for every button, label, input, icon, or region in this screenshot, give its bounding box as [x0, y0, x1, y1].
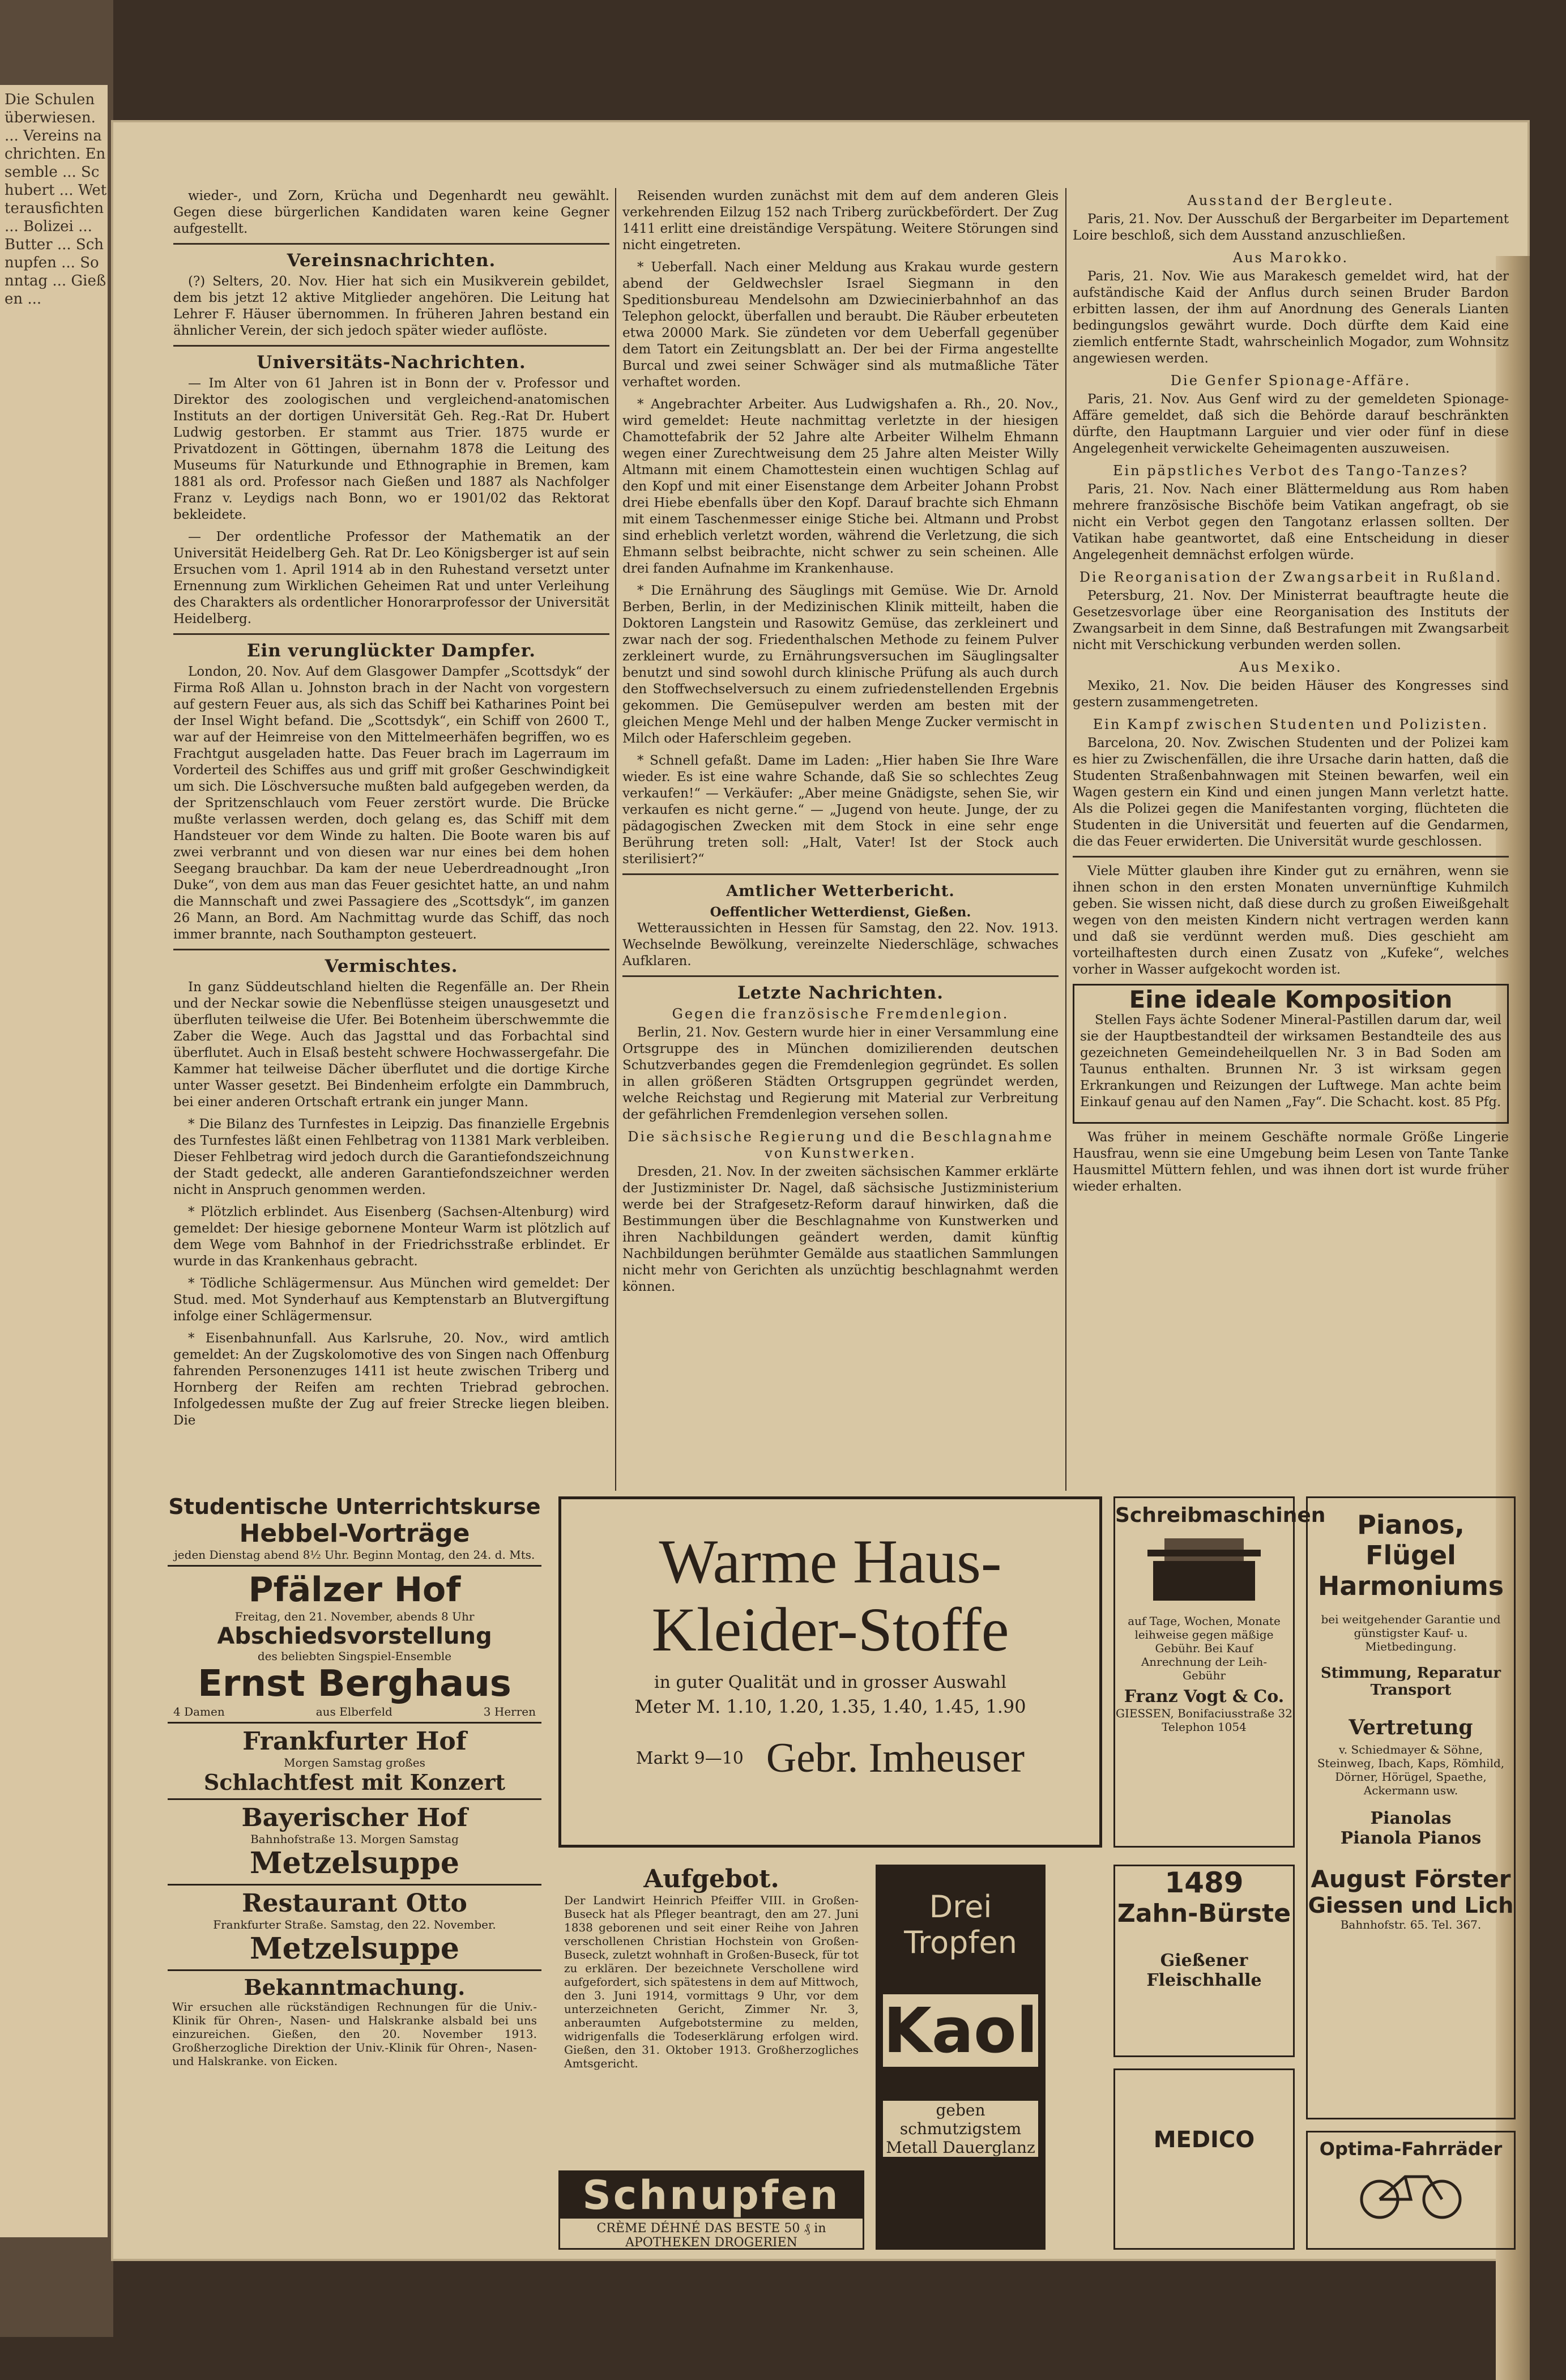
ad-text: aus Elberfeld	[315, 1705, 392, 1718]
advertisements	[168, 1491, 1516, 2250]
ad-title: 1489	[1164, 1866, 1244, 1899]
kaol-ad	[876, 1865, 1046, 2250]
article-text: Paris, 21. Nov. Aus Genf wird zu der gemeldeten Spionage-Affäre gemeldet, daß sich die Behörde darauf beschränkten dürfte, den Hauptmann Larguier und vier oder fünf in diese Angelegenheit verwickelte Geheimagenten auszuweisen.	[1073, 392, 1509, 456]
article-text: — Im Alter von 61 Jahren ist in Bonn der v. Professor und Direktor des zoologischen und vergleichend-anatomischen Instituts an der dortigen Universität Geh. Reg.-Rat Dr. Hubert Ludwig gestorben. Er stammt aus Trier. 1875 wurde er Privatdozent in Göttingen, übernahm 1878 die Leitung des Museums für Naturkunde und Ethnographie in Bremen, kam 1881 als ord. Professor nach Gießen und 1887 als Nachfolger Franz v. Leydigs nach Bonn, wo er 1901/02 das Rektorat bekleidete.	[173, 376, 609, 522]
weather-text: Wetteraussichten in Hessen für Samstag, den 22. Nov. 1913. Wechselnde Bewölkung, vereinzelte Niederschläge, schwaches Aufklaren.	[622, 921, 1059, 969]
ad-title: Tropfen	[904, 1925, 1017, 1960]
ad-title: Optima-Fahrräder	[1319, 2138, 1503, 2160]
ad-title: August Förster	[1311, 1865, 1511, 1893]
ad-title: Drei	[929, 1889, 992, 1925]
article-text: * Ueberfall. Nach einer Meldung aus Krakau wurde gestern abend der Geldwechsler Israel Siegmann in den Speditionsbureau Mendelsohn am Dzwiecinierbahnhof an das Telephon gelockt, überfallen und beraubt. Die Räuber erbeuteten etwa 20000 Mark. Sie zündeten vor dem Ueberfall gegenüber dem Tatort ein Zeitungsblatt an. Der bei der Firma angestellte Burcal und zwei seiner Schwäger sind als mutmaßliche Täter verhaftet worden.	[622, 260, 1059, 390]
section-subheading: Aus Marokko.	[1232, 250, 1349, 266]
ad-title: Bayerischer Hof	[241, 1803, 468, 1832]
ad-title: Gebr. Imheuser	[766, 1735, 1025, 1781]
section-subheading: Aus Mexiko.	[1239, 659, 1342, 675]
ad-text: Stellen Fays ächte Sodener Mineral-Pastillen darum dar, weil sie der Hauptbestandteil der wirksamen Bestandteile des aus gezeichneten Gemeindeheilquellen Nr. 3 in Bad Soden am Taunus enthalten. Brunnen Nr. 3 ist wirksam gegen Erkrankungen und Reizungen der Luftwege. Man achte beim Einkauf genau auf den Namen „Fay“. Die Schacht. kost. 85 Pfg.	[1080, 1013, 1501, 1110]
article-text: * Die Ernährung des Säuglings mit Gemüse. Wie Dr. Arnold Berben, Berlin, in der Medizinischen Klinik mitteilt, haben die Doktoren Langstein und Rasowitz Gemüse, das zerkleinert und zwar nach der sog. Friedenthalschen Methode zu feinem Pulver zerkleinert wurde, zu Ernährungsversuchen im Säuglingsalter benutzt und sind sowohl durch klinische Prüfung als auch durch den Stoffwechselversuch zu einem zufriedenstellenden Ergebnis gekommen. Die Gemüsepulver werden am besten mit der gleichen Menge Mehl und der halben Menge Zucker vermischt in Milch oder Haferschleim gegeben.	[622, 583, 1059, 746]
section-subheading: Ein päpstliches Verbot des Tango-Tanzes?	[1113, 463, 1469, 479]
section-heading: Amtlicher Wetterbericht.	[726, 882, 955, 900]
ad-title: Transport	[1370, 1682, 1452, 1699]
article-text: Mexiko, 21. Nov. Die beiden Häuser des Kongresses sind gestern zusammengetreten.	[1073, 679, 1509, 710]
article-text: London, 20. Nov. Auf dem Glasgower Dampfer „Scottsdyk“ der Firma Roß Allan u. Johnston brach in der Nacht von vorgestern auf gestern Feuer aus, als sich das Schiff bei Katharines Point bei der Insel Wight befand. Die „Scottsdyk“, ein Schiff von 2600 T., war auf der Heimreise von den Mittelmeerhäfen begriffen, wo es Frachtgut ausgeladen hatte. Das Feuer brach im Lagerraum im Vorderteil des Schiffes aus und griff mit großer Geschwindigkeit um sich. Die Löschversuche mußten bald aufgegeben werden, da der Spritzenschlauch vom Feuer zerstört wurde. Die Brücke mußte verlassen werden, doch gelang es, das Schiff mit dem Handsteuer vor dem Winde zu halten. Die Boote waren bis auf zwei verbrannt und von diesen war nur eines bei dem hohen Seegang brauchbar. Da kam der neue Ueberdreadnought „Iron Duke“, von dem aus man das Feuer gesichtet hatte, an und nahm die Mannschaft und zwei Passagiere des „Scottsdyk“, im ganzen 26 Mann, an Bord. Am Nachmittag wurde das Schiff, das noch immer brannte, nach Southampton gesteuert.	[173, 664, 609, 942]
section-heading: Ein verunglückter Dampfer.	[246, 641, 536, 661]
section-subheading: Gegen die französische Fremdenlegion.	[672, 1006, 1009, 1022]
ad-text: v. Schiedmayer & Söhne, Steinweg, Ibach, Kaps, Römhild, Dörner, Hörügel, Spaethe, Ackermann usw.	[1317, 1743, 1505, 1797]
article-text: * Eisenbahnunfall. Aus Karlsruhe, 20. Nov., wird amtlich gemeldet: An der Zugskolomotive des von Singen nach Offenburg fahrenden Personenzuges 1411 ist heute zwischen Triberg und Hornberg der Reifen am rechten Triebrad gebrochen. Infolgedessen mußte der Zug auf freier Strecke liegen bleiben. Die	[173, 1331, 609, 1428]
article-text: * Angebrachter Arbeiter. Aus Ludwigshafen a. Rh., 20. Nov., wird gemeldet: Heute nachmittag verletzte in der hiesigen Chamottefabrik der 52 Jahre alte Arbeiter Wilhelm Ehmann wegen einer Zurechtweisung dem 25 Jahre alten Meister Willy Altmann mit einem Chamottestein einen wuchtigen Schlag auf den Kopf und mit einer Eisenstange dem Arbeiter Johann Probst drei Hiebe ebenfalls über den Kopf. Darauf brachte sich Ehmann mit einem Taschenmesser einige Stiche bei. Altmann und Probst sind erheblich verletzt worden, während die Verletzung, die sich Ehmann selbst beibrachte, nicht schwer zu sein scheinen. Alle drei fanden Aufnahme im Krankenhause.	[622, 397, 1059, 576]
divider	[173, 949, 609, 950]
ad-title: Restaurant Otto	[242, 1889, 467, 1918]
medico-ad	[1113, 2068, 1295, 2250]
divider	[622, 873, 1059, 875]
article-text: In ganz Süddeutschland hielten die Regenfälle an. Der Rhein und der Neckar sowie die Nebenflüsse steigen unausgesetzt und überfluten teilweise die Ufer. Bei Botenheim überschwemmte die Zaber die Wege. Auch das Jagsttal und das Forbachtal sind überflutet. Auch in Elsaß besteht schwere Hochwassergefahr. Die Kammer hat teilweise Dächer überflutet und die dortige Kirche unter Wasser gesetzt. Bei Bindenheim erfolgte ein Dammbruch, bei einer anderen Ortschaft ertrank ein junger Mann.	[173, 980, 609, 1110]
divider	[622, 975, 1059, 977]
zahnbuerste-ad	[1113, 1865, 1295, 2057]
article-text: Paris, 21. Nov. Wie aus Marakesch gemeldet wird, hat der aufständische Kaid der Anflus durch seinen Bruder Bardon erbitten lassen, der ihm auf Anordnung des Generals Lianten bedingungslos gewährt wurde. Doch dürfte dem Kaid eine ziemlich entfernte Stadt, wahrscheinlich Mogador, zum Wohnsitz angewiesen werden.	[1073, 269, 1509, 366]
section-subheading: Oeffentlicher Wetterdienst, Gießen.	[710, 905, 971, 920]
left-ads-column	[168, 1491, 541, 2250]
article-text: Was früher in meinem Geschäfte normale Größe Lingerie Hausfrau, wenn sie eine Umgebung beim Lesen von Tante Tanke Hausmittel Müttern fehlen, und was ihnen dort ist wurde früher wieder erhalten.	[1073, 1130, 1509, 1194]
ad-title: Ernst Berghaus	[198, 1663, 511, 1705]
ad-title: Schreibmaschinen	[1115, 1504, 1326, 1527]
ad-text: 4 Damen	[173, 1705, 225, 1718]
ad-text: bei weitgehender Garantie und günstigster Kauf- u. Mietbedingung.	[1321, 1613, 1501, 1653]
ad-text: Telephon 1054	[1162, 1720, 1247, 1734]
article-text: Petersburg, 21. Nov. Der Ministerrat beauftragte heute die Gesetzesvorlage über eine Reorganisation des Instituts der Zwangsarbeit in dem Sinne, daß Bestrafungen mit Zwangsarbeit nicht mit Verschickung verbunden werden sollen.	[1073, 588, 1509, 652]
ad-title: Metzelsuppe	[250, 1931, 459, 1966]
ad-title: Metzelsuppe	[250, 1846, 459, 1880]
newspaper-page	[111, 120, 1530, 2261]
ad-title: Aufgebot.	[643, 1865, 779, 1893]
ad-title: Kaol	[883, 1994, 1038, 2067]
aufgebot-notice	[558, 1865, 864, 2165]
ad-title: Pianolas	[1370, 1809, 1452, 1828]
ad-title: Pianola Pianos	[1340, 1828, 1482, 1848]
article-text: Viele Mütter glauben ihre Kinder gut zu ernähren, wenn sie ihnen schon in den ersten Monaten unvernünftige Kuhmilch geben. Sie wissen nicht, daß diese durch zu großen Eiweißgehalt wegen von den meisten Kindern nicht vertragen werden kann und daß sie verdünnt werden muß. Dies geschieht am vorteilhaftesten durch einen Zusatz von „Kufeke“, welches vorher in Wasser aufgekocht worden ist.	[1073, 864, 1509, 977]
ad-title: Kleider-Stoffe	[651, 1595, 1009, 1664]
article-text: Paris, 21. Nov. Der Ausschuß der Bergarbeiter im Departement Loire beschloß, sich dem Ausstand anzuschließen.	[1073, 212, 1509, 243]
article-text: Dresden, 21. Nov. In der zweiten sächsischen Kammer erklärte der Justizminister Dr. Nagel, daß sächsische Justizministerium werde bei der Strafgesetz-Reform darauf hinwirken, daß die Bestimmungen über die Beschlagnahme von Kunstwerken und ihren Nachbildungen geändert werden, damit künftig Nachbildungen berühmter Gemälde aus staatlichen Sammlungen nicht mehr von Gerichten als unzüchtig beschlagnahmt werden können.	[622, 1165, 1059, 1294]
ad-text: Wir ersuchen alle rückständigen Rechnungen für die Univ.-Klinik für Ohren-, Nasen- und Halskranke alsbald bei uns einzureichen. Gießen, den 20. November 1913. Großherzogliche Direktion der Univ.-Klinik für Ohren-, Nasen- und Halskranke. von Eicken.	[172, 2000, 537, 2068]
ad-title: Schnupfen	[560, 2172, 863, 2219]
intro-text: wieder-, und Zorn, Krücha und Degenhardt neu gewählt. Gegen diese bürgerlichen Kandidaten waren keine Gegner aufgestellt.	[173, 189, 609, 236]
article-text: * Schnell gefaßt. Dame im Laden: „Hier haben Sie Ihre Ware wieder. Es ist eine wahre Schande, daß Sie so schlechtes Zeug verkaufen!“ — Verkäufer: „Aber meine Gnädigste, sehen Sie, wir verkaufen es nicht gerne.“ — „Jugend von heute. Junge, der zu pädagogischen Zwecken mit dem Stock in eine sehr enge Berührung treten soll: „Halt, Vater! Ist der Stock auch sterilisiert?“	[622, 753, 1059, 867]
ad-text: 3 Herren	[483, 1705, 536, 1718]
ad-title: Warme Haus-	[659, 1527, 1002, 1596]
column-rule	[615, 188, 616, 1491]
adjacent-page-fragment: Die Schulen überwiesen. ... Vereins nachrichten. Ensemble ... Schubert ... Wetterausfichten ... Bolizei ... Butter ... Schnupfen ... Sonntag ... Gießen ...	[0, 85, 108, 2237]
section-heading: Vermischtes.	[325, 956, 458, 976]
article-text: * Tödliche Schlägermensur. Aus München wird gemeldet: Der Stud. med. Mot Synderhauf aus Kemptenstarb an Blutvergiftung infolge einer Schlägermensur.	[173, 1276, 609, 1324]
ad-text: geben schmutzigstem Metall Dauerglanz	[883, 2101, 1038, 2157]
ad-title: Gießener Fleischhalle	[1146, 1951, 1262, 1990]
ad-text: Freitag, den 21. November, abends 8 Uhr	[234, 1610, 475, 1623]
schnupfen-ad	[558, 2170, 864, 2250]
article-text: * Plötzlich erblindet. Aus Eisenberg (Sachsen-Altenburg) wird gemeldet: Der hiesige gebornene Monteur Warm ist plötzlich auf dem Wege vom Bahnhof in der Friedrichsstraße erblindet. Er wurde in das Krankenhaus gebracht.	[173, 1205, 609, 1269]
pianos-ad	[1306, 1496, 1516, 2119]
ad-title: Pianos, Flügel	[1357, 1509, 1465, 1571]
ad-title: Zahn-Bürste	[1117, 1899, 1291, 1928]
schreibmaschinen-ad	[1113, 1496, 1326, 1848]
imheuser-ad	[558, 1496, 1102, 1848]
section-subheading: Ein Kampf zwischen Studenten und Polizisten.	[1093, 716, 1489, 732]
ad-text: CRÈME DÉHNÉ DAS BESTE 50 ₰ in APOTHEKEN DROGERIEN	[596, 2221, 826, 2250]
section-heading: Letzte Nachrichten.	[737, 983, 944, 1003]
ad-title: Harmoniums	[1317, 1571, 1504, 1601]
divider	[173, 345, 609, 347]
section-subheading: Ausstand der Bergleute.	[1187, 193, 1394, 208]
ad-title: Studentische Unterrichtskurse	[168, 1494, 541, 1519]
ad-title: Vertretung	[1349, 1716, 1473, 1739]
column-2	[622, 188, 1059, 1301]
ad-title: Franz Vogt & Co.	[1124, 1687, 1285, 1707]
ad-text: des beliebten Singspiel-Ensemble	[257, 1649, 452, 1663]
ideal-komposition-ad	[1073, 984, 1509, 1124]
ad-title: Hebbel-Vorträge	[239, 1519, 470, 1548]
section-subheading: Die Genfer Spionage-Affäre.	[1170, 373, 1411, 389]
ad-text: Der Landwirt Heinrich Pfeiffer VIII. in Großen-Buseck hat als Pfleger beantragt, den am 27. Juni 1838 geborenen und seit einer Reihe von Jahren verschollenen Christian Hochstein von Großen-Buseck, zuletzt wohnhaft in Großen-Buseck, für tot zu erklären. Der bezeichnete Verschollene wird aufgefordert, sich spätestens in dem auf Mittwoch, den 3. Juni 1914, vormittags 9 Uhr, vor dem unterzeichneten Gericht, Zimmer Nr. 3, anberaumten Aufgebotstermine zu melden, widrigenfalls die Todeserklärung erfolgen wird. Gießen, den 31. Oktober 1913. Großherzogliches Amtsgericht.	[564, 1893, 859, 2070]
ad-text: Bahnhofstr. 65. Tel. 367.	[1340, 1918, 1482, 1931]
ad-heading: Eine ideale Komposition	[1129, 986, 1453, 1013]
ad-title: MEDICO	[1153, 2127, 1255, 2153]
article-text: Reisenden wurden zunächst mit dem auf dem anderen Gleis verkehrenden Eilzug 152 nach Triberg zurückbefördert. Der Zug 1411 erlitt eine dreiständige Verspätung. Weitere Störungen sind nicht eingetreten.	[622, 189, 1059, 253]
ad-title: Abschiedsvorstellung	[217, 1623, 492, 1649]
ad-title: Stimmung, Reparatur	[1320, 1665, 1501, 1682]
ad-text: Morgen Samstag großes	[284, 1756, 425, 1769]
ad-text: Bahnhofstraße 13. Morgen Samstag	[250, 1832, 459, 1846]
bicycle-icon	[1354, 2160, 1467, 2222]
article-text: Barcelona, 20. Nov. Zwischen Studenten und der Polizei kam es hier zu Zwischenfällen, die ihre Ursache darin hatten, daß die Studenten Straßenbahnwagen mit Steinen bewarfen, weil ein Wagen gestern ein Kind und einen jungen Mann verletzt hatte. Als die Polizei gegen die Manifestanten vorging, flüchteten die Studenten in die Universität und feuerten auf die Gendarmen, die das Feuer erwiderten. Die Universität wurde geschlossen.	[1073, 736, 1509, 849]
ad-title: Pfälzer Hof	[248, 1570, 461, 1610]
ad-title: Giessen und Lich	[1308, 1893, 1514, 1918]
ad-title: Frankfurter Hof	[242, 1727, 467, 1756]
section-subheading: Die sächsische Regierung und die Beschlagnahme von Kunstwerken.	[628, 1129, 1053, 1161]
ad-text: Frankfurter Straße. Samstag, den 22. November.	[213, 1918, 496, 1931]
article-text: — Der ordentliche Professor der Mathematik an der Universität Heidelberg Geh. Rat Dr. Leo Königsberger ist auf sein Ersuchen vom 1. April 1914 ab in den Ruhestand versetzt unter Ernennung zum Wirklichen Geheimen Rat und unter Verleihung des Charakters als ordentlicher Honorarprofessor der Universität Heidelberg.	[173, 530, 609, 626]
ad-text: Markt 9—10	[635, 1748, 744, 1768]
column-rule	[1065, 188, 1066, 1491]
divider	[173, 243, 609, 245]
article-text: (?) Selters, 20. Nov. Hier hat sich ein Musikverein gebildet, dem bis jetzt 12 aktive Mitglieder angehören. Die Leitung hat Lehrer F. Häuser übernommen. In früheren Jahren bestand ein ähnlicher Verein, der sich jedoch später wieder auflöste.	[173, 274, 609, 338]
ad-title: Bekanntmachung.	[244, 1974, 466, 2000]
section-subheading: Die Reorganisation der Zwangsarbeit in Rußland.	[1079, 569, 1503, 585]
section-heading: Universitäts-Nachrichten.	[257, 352, 526, 373]
typewriter-icon	[1142, 1527, 1266, 1612]
column-3	[1073, 188, 1509, 1201]
ad-text: GIESSEN, Bonifaciusstraße 32	[1116, 1707, 1292, 1720]
divider	[173, 633, 609, 635]
article-text: Berlin, 21. Nov. Gestern wurde hier in einer Versammlung eine Ortsgruppe des in München domizilierenden deutschen Schutzverbandes gegen die Fremdenlegion gegründet. Es sollen in allen größeren Städten Ortsgruppen gegründet werden, welche Reichstag und Regierung mit Material zur Verbreitung der gefährlichen Fremdenlegion versehen sollen.	[622, 1025, 1059, 1122]
section-heading: Vereinsnachrichten.	[287, 250, 496, 271]
ad-title: Schlachtfest mit Konzert	[203, 1769, 506, 1795]
article-text: Paris, 21. Nov. Nach einer Blättermeldung aus Rom haben mehrere französische Bischöfe beim Vatikan angefragt, ob sie nicht ein Verbot gegen den Tangotanz erlassen sollten. Der Vatikan habe geantwortet, daß eine Entscheidung in dieser Angelegenheit demnächst erfolgen würde.	[1073, 482, 1509, 562]
column-1	[173, 188, 609, 1435]
optima-ad	[1306, 2131, 1516, 2250]
ad-text: auf Tage, Wochen, Monate leihweise gegen mäßige Gebühr. Bei Kauf Anrechnung der Leih-Gebühr	[1128, 1614, 1281, 1682]
ad-text: jeden Dienstag abend 8½ Uhr. Beginn Montag, den 24. d. Mts.	[174, 1548, 535, 1562]
article-text: * Die Bilanz des Turnfestes in Leipzig. Das finanzielle Ergebnis des Turnfestes läßt einen Fehlbetrag von 11381 Mark verbleiben. Dieser Fehlbetrag wird jedoch durch die Garantiefondszeichnung der Stadt gedeckt, alle anderen Garantiefondszeichner werden nicht in Anspruch genommen werden.	[173, 1117, 609, 1197]
ad-text: Meter M. 1.10, 1.20, 1.35, 1.40, 1.45, 1.90	[634, 1696, 1026, 1717]
divider	[1073, 856, 1509, 858]
ad-text: in guter Qualität und in grosser Auswahl	[654, 1673, 1006, 1692]
